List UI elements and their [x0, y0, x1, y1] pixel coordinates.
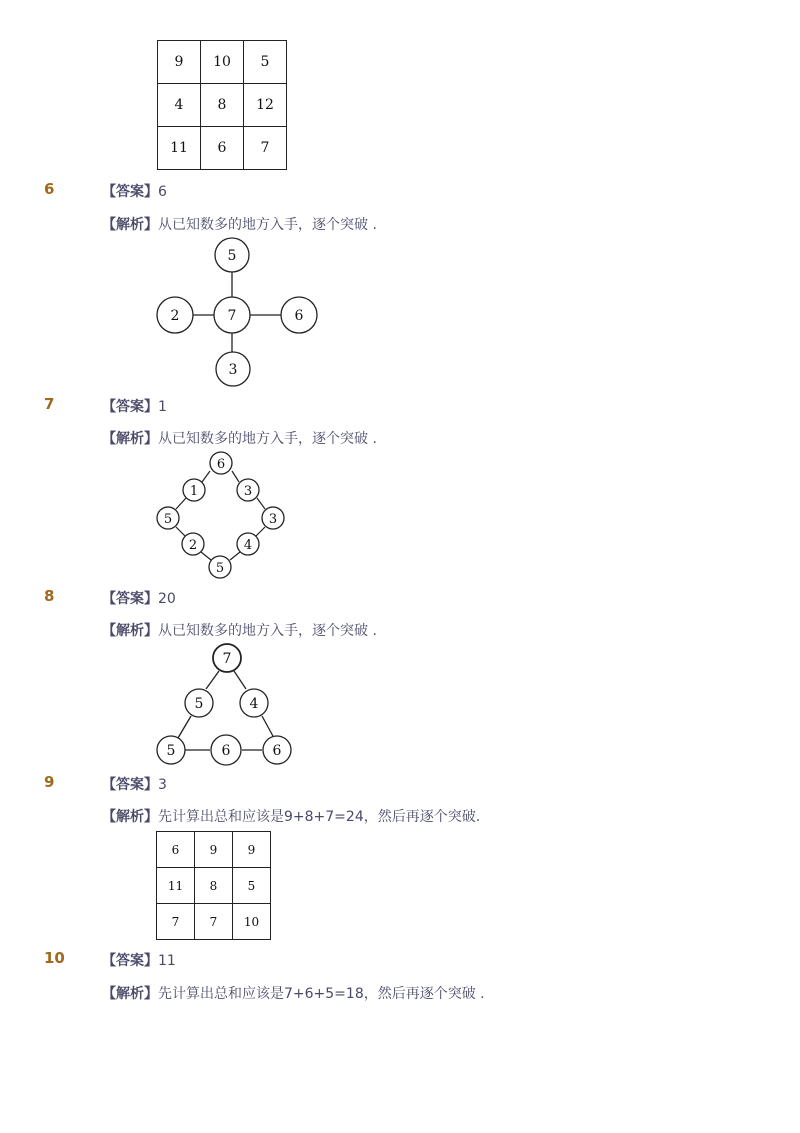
node-label: 5 [194, 696, 204, 712]
grid-cell: 7 [157, 904, 195, 940]
table-row [157, 868, 271, 904]
grid-cell: 11 [158, 127, 201, 170]
analysis-line [102, 620, 377, 640]
answer-line [102, 950, 176, 970]
node-label: 4 [243, 538, 253, 553]
table-row [157, 904, 271, 940]
node-label: 2 [170, 308, 180, 324]
grid-cell: 6 [201, 127, 244, 170]
grid-cell: 10 [201, 41, 244, 84]
grid-cell: 9 [195, 832, 233, 868]
analysis-text: 先计算出总和应该是7+6+5=18，然后再逐个突破 . [158, 986, 485, 1002]
answer-line [102, 588, 176, 608]
question-number: 9 [44, 773, 55, 791]
analysis-text: 先计算出总和应该是9+8+7=24，然后再逐个突破. [158, 809, 481, 825]
grid-cell: 9 [158, 41, 201, 84]
grid-cell: 7 [244, 127, 287, 170]
answer-value: 3 [158, 777, 167, 793]
node-label: 7 [227, 308, 237, 324]
analysis-label: 【解析】 [102, 217, 158, 233]
answer-line [102, 396, 167, 416]
answer-label: 【答案】 [102, 399, 158, 415]
node-label: 3 [228, 362, 238, 378]
grid-cell: 4 [158, 84, 201, 127]
question-number: 7 [44, 395, 55, 413]
analysis-label: 【解析】 [102, 623, 158, 639]
analysis-label: 【解析】 [102, 809, 158, 825]
answer-label: 【答案】 [102, 953, 158, 969]
analysis-text: 从已知数多的地方入手，逐个突破 . [158, 623, 377, 639]
answer-value: 1 [158, 399, 167, 415]
analysis-label: 【解析】 [102, 431, 158, 447]
grid-cell: 10 [233, 904, 271, 940]
analysis-label: 【解析】 [102, 986, 158, 1002]
node-label: 7 [222, 651, 232, 667]
analysis-line [102, 806, 480, 826]
node-label: 5 [166, 743, 176, 759]
grid-cell: 8 [195, 868, 233, 904]
question-number: 6 [44, 180, 55, 198]
answer-label: 【答案】 [102, 184, 158, 200]
question-number: 8 [44, 587, 55, 605]
grid-cell: 8 [201, 84, 244, 127]
analysis-text: 从已知数多的地方入手，逐个突破 . [158, 217, 377, 233]
grid-q9 [156, 831, 271, 940]
answer-label: 【答案】 [102, 591, 158, 607]
grid-cell: 6 [157, 832, 195, 868]
grid-cell: 5 [233, 868, 271, 904]
analysis-text: 从已知数多的地方入手，逐个突破 . [158, 431, 377, 447]
node-label: 5 [227, 248, 237, 264]
grid-cell: 12 [244, 84, 287, 127]
grid-cell: 7 [195, 904, 233, 940]
node-label: 6 [272, 743, 282, 759]
question-number: 10 [44, 949, 65, 967]
node-label: 2 [188, 538, 198, 553]
answer-value: 20 [158, 591, 176, 607]
grid-cell: 9 [233, 832, 271, 868]
answer-line [102, 774, 167, 794]
node-label: 6 [216, 457, 226, 472]
node-label: 6 [221, 743, 231, 759]
node-label: 5 [163, 512, 173, 527]
answer-value: 11 [158, 953, 176, 969]
grid-cell: 11 [157, 868, 195, 904]
analysis-line [102, 428, 377, 448]
node-label: 6 [294, 308, 304, 324]
node-label: 3 [243, 484, 253, 499]
node-label: 3 [268, 512, 278, 527]
grid-cell: 5 [244, 41, 287, 84]
node-label: 4 [249, 696, 259, 712]
answer-label: 【答案】 [102, 777, 158, 793]
node-label: 1 [189, 484, 199, 499]
answer-value: 6 [158, 184, 167, 200]
analysis-line [102, 983, 485, 1003]
node-label: 5 [215, 561, 225, 576]
table-row [157, 832, 271, 868]
